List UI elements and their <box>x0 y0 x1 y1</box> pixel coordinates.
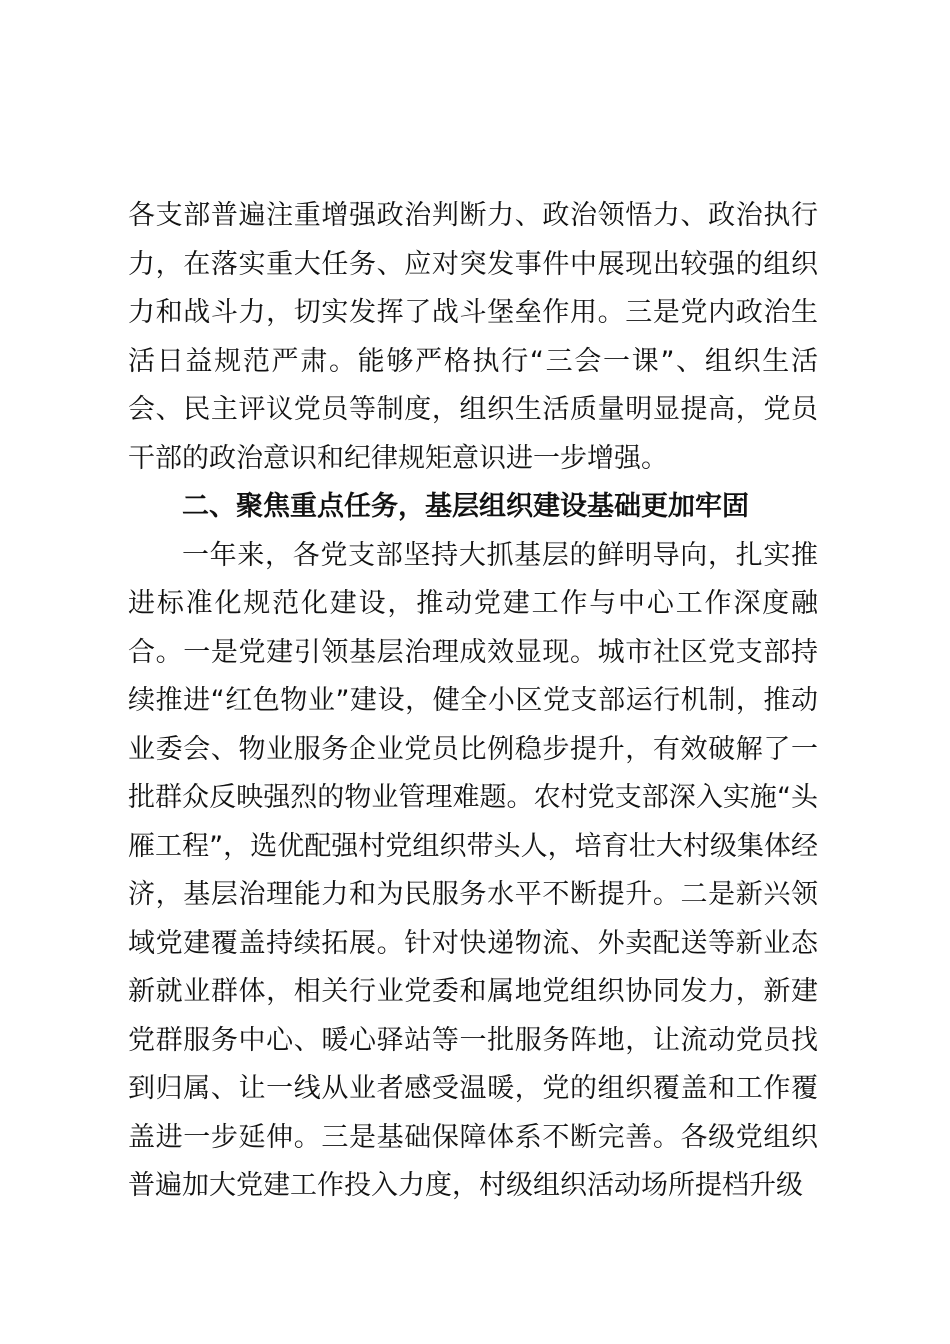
document-body <box>128 192 818 1211</box>
paragraph-continuation: 各支部普遍注重增强政治判断力、政治领悟力、政治执行力，在落实重大任务、应对突发事件中展现出较强的组织力和战斗力，切实发挥了战斗堡垒作用。三是党内政治生活日益规范严肃。能够严格执行“三会一课”、组织生活会、民主评议党员等制度，组织生活质量明显提高，党员干部的政治意识和纪律规矩意识进一步增强。 <box>128 200 818 474</box>
paragraph-body: 一年来，各党支部坚持大抓基层的鲜明导向，扎实推进标准化规范化建设，推动党建工作与中心工作深度融合。一是党建引领基层治理成效显现。城市社区党支部持续推进“红色物业”建设，健全小区党支部运行机制，推动业委会、物业服务企业党员比例稳步提升，有效破解了一批群众反映强烈的物业管理难题。农村党支部深入实施“头雁工程”，选优配强村党组织带头人，培育壮大村级集体经济，基层治理能力和为民服务水平不断提升。二是新兴领域党建覆盖持续拓展。针对快递物流、外卖配送等新业态新就业群体，相关行业党委和属地党组织协同发力，新建党群服务中心、暖心驿站等一批服务阵地，让流动党员找到归属、让一线从业者感受温暖，党的组织覆盖和工作覆盖进一步延伸。三是基础保障体系不断完善。各级党组织普遍加大党建工作投入力度，村级组织活动场所提档升级 <box>128 539 818 1201</box>
section-heading: 二、聚焦重点任务，基层组织建设基础更加牢固 <box>182 491 749 522</box>
